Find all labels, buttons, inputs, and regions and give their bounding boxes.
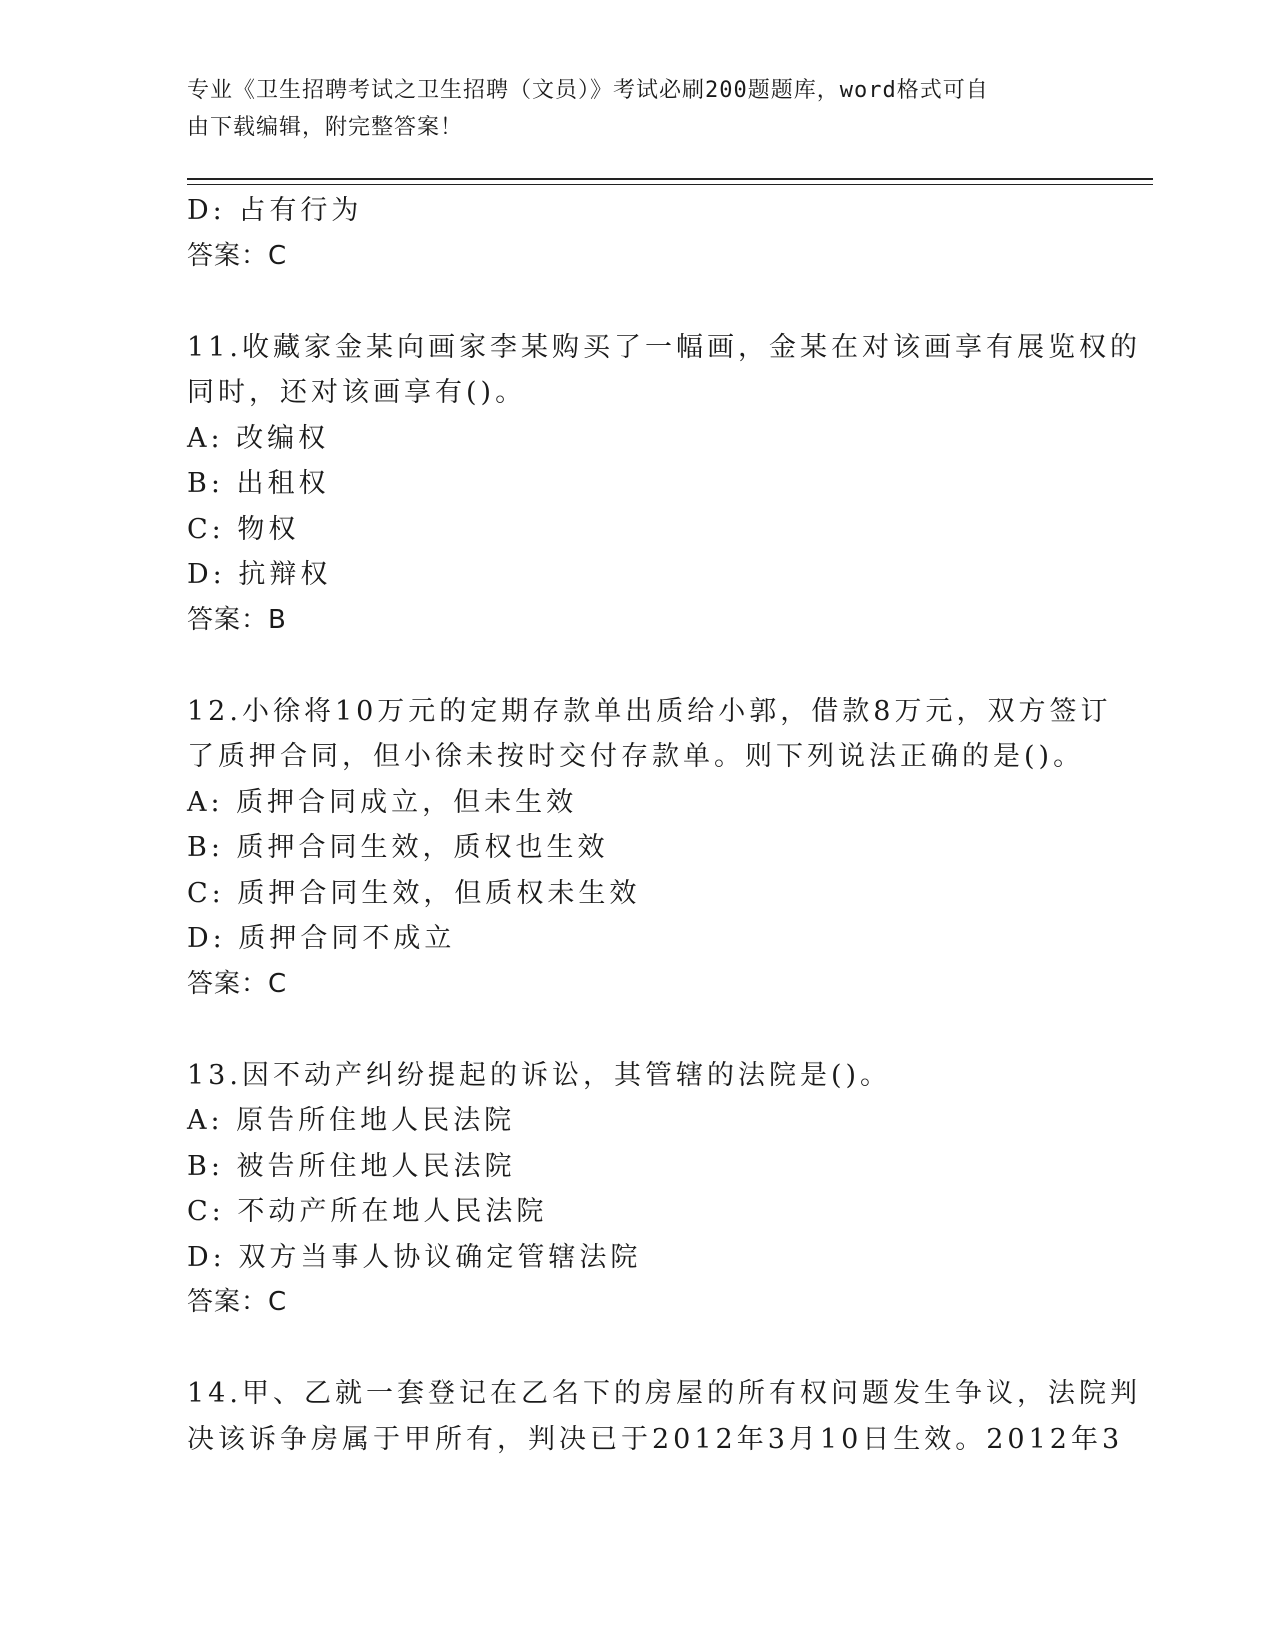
answer-line: 答案：C	[187, 240, 288, 271]
question-stem: 决该诉争房属于甲所有，判决已于2012年3月10日生效。2012年3	[187, 1423, 1124, 1455]
option-d: D: 双方当事人协议确定管辖法院	[187, 1241, 642, 1273]
question-stem: 11.收藏家金某向画家李某购买了一幅画，金某在对该画享有展览权的	[187, 331, 1141, 363]
option-c: C: 物权	[187, 513, 300, 545]
question-stem: 12.小徐将10万元的定期存款单出质给小郭，借款8万元，双方签订	[187, 695, 1112, 727]
question-11	[187, 325, 1141, 644]
option-a: A: 原告所住地人民法院	[187, 1105, 516, 1136]
option-d: D: 占有行为	[187, 195, 363, 226]
option-d: D: 质押合同不成立	[187, 923, 456, 954]
option-c: C: 质押合同生效，但质权未生效	[187, 877, 641, 909]
answer-line: 答案：C	[187, 968, 288, 999]
document-header	[187, 72, 1067, 146]
option-a: A: 质押合同成立，但未生效	[187, 786, 578, 818]
question-14	[187, 1371, 1141, 1462]
header-divider-thick	[187, 178, 1153, 180]
header-line-2: 由下载编辑，附完整答案！	[187, 115, 464, 140]
header-divider-thin	[187, 184, 1153, 185]
question-list	[187, 188, 1141, 1462]
spacer	[187, 1007, 1087, 1053]
option-c: C: 不动产所在地人民法院	[187, 1196, 548, 1227]
option-a: A: 改编权	[187, 422, 330, 454]
answer-line: 答案：B	[187, 604, 287, 635]
answer-line: 答案：C	[187, 1287, 288, 1317]
question-stem: 同时，还对该画享有()。	[187, 377, 527, 408]
question-12	[187, 689, 1112, 1008]
question-stem: 14.甲、乙就一套登记在乙名下的房屋的所有权问题发生争议，法院判	[187, 1378, 1141, 1409]
question-13	[187, 1053, 1087, 1326]
option-d: D: 抗辩权	[187, 559, 332, 590]
spacer	[187, 1326, 1087, 1372]
question-stem: 13.因不动产纠纷提起的诉讼，其管辖的法院是()。	[187, 1059, 892, 1091]
spacer	[187, 643, 1087, 689]
option-b: B: 出租权	[187, 468, 330, 499]
spacer	[187, 279, 1087, 325]
option-b: B: 被告所住地人民法院	[187, 1150, 516, 1182]
option-b: B: 质押合同生效，质权也生效	[187, 832, 609, 863]
header-line-1: 专业《卫生招聘考试之卫生招聘（文员）》考试必刷200题题库，word格式可自	[187, 78, 989, 103]
question-stem: 了质押合同，但小徐未按时交付存款单。则下列说法正确的是()。	[187, 741, 1085, 772]
